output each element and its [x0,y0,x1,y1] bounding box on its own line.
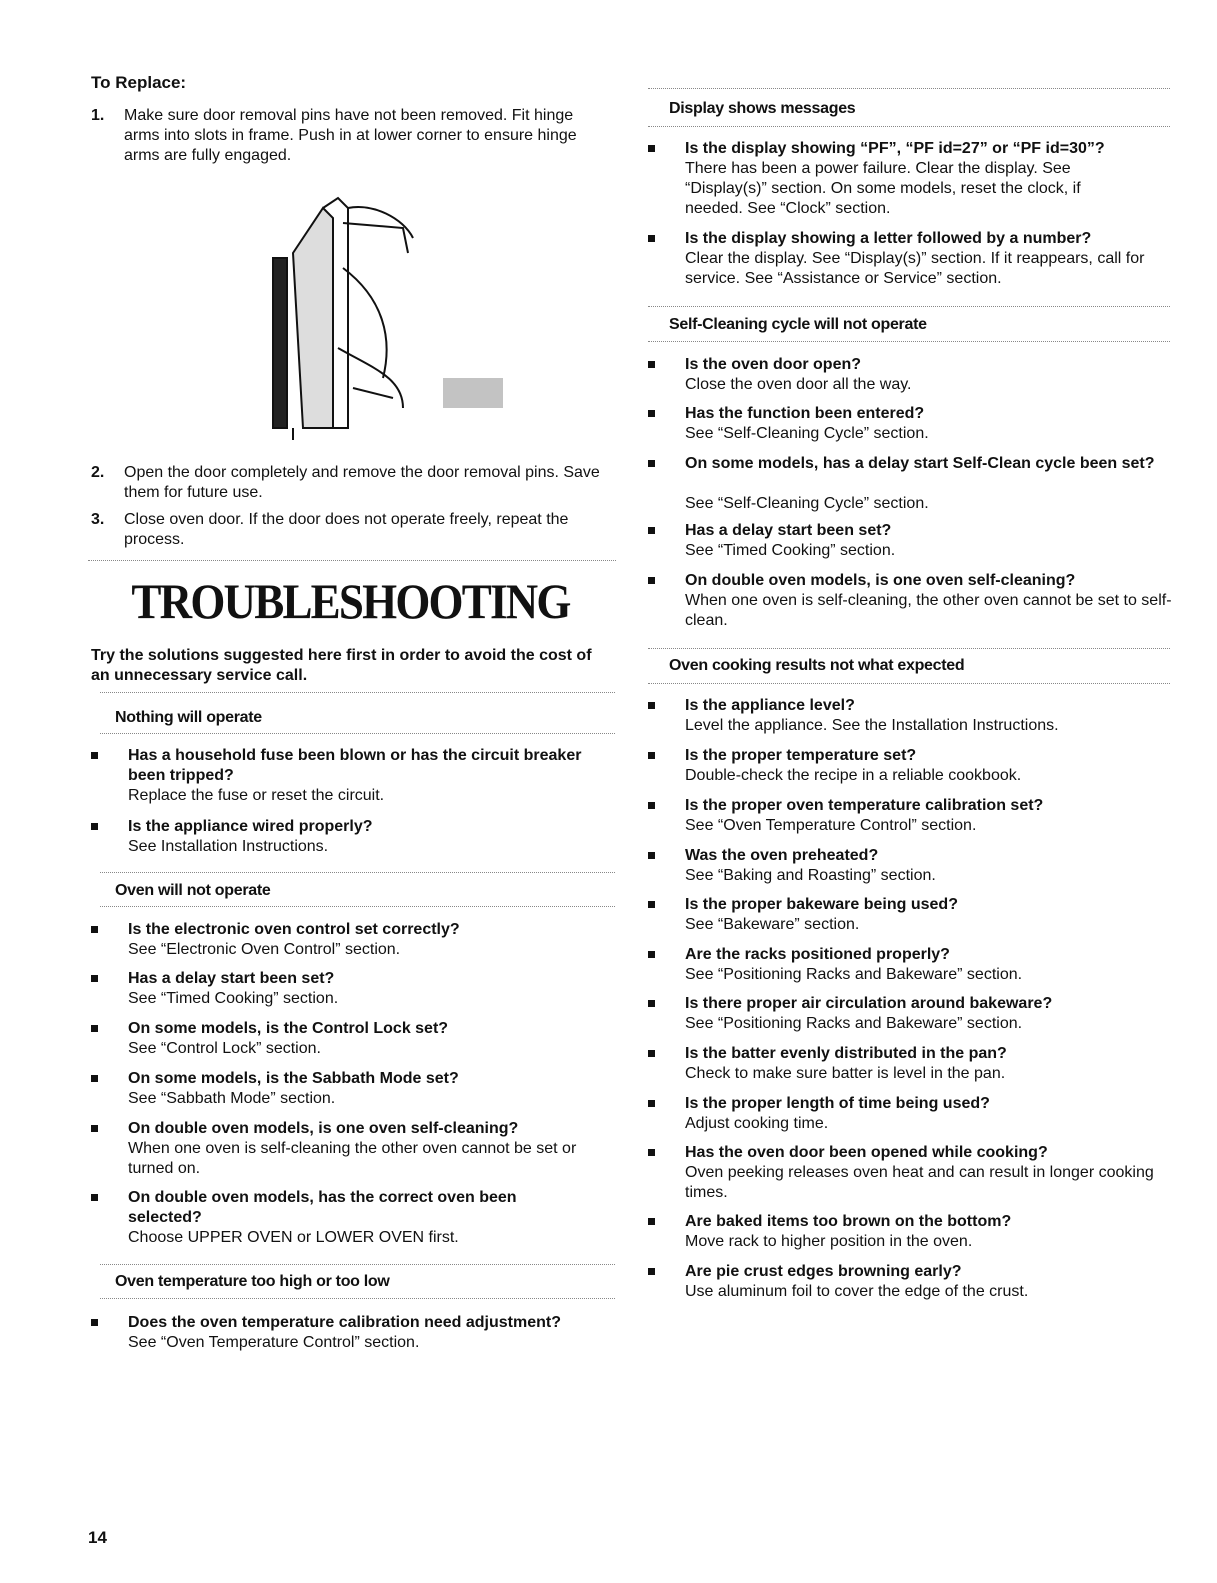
item-question: On double oven models, has the correct oven been selected? [128,1189,517,1226]
item-question: Is the proper length of time being used? [685,1095,990,1112]
bullet [648,145,655,152]
item-answer: See Installation Instructions. [128,838,329,855]
item-question: Is the batter evenly distributed in the pan? [685,1045,1007,1062]
item-question: Is the display showing a letter followed by a number? [685,230,1092,247]
troubleshoot-item [648,229,1173,289]
bullet [648,752,655,759]
bullet [648,702,655,709]
divider [88,560,616,561]
step-text: Close oven door. If the door does not operate freely, repeat the process. [124,511,569,548]
troubleshooting-title: TROUBLESHOOTING [131,573,570,629]
step-number: 2. [91,464,105,481]
item-question: Are the racks positioned properly? [685,946,950,963]
item-answer: Choose UPPER OVEN or LOWER OVEN first. [128,1229,459,1246]
divider [648,126,1170,127]
item-question: On double oven models, is one oven self-cleaning? [128,1120,519,1137]
item-answer: See “Oven Temperature Control” section. [128,1334,420,1351]
bullet [648,527,655,534]
bullet [91,1125,98,1132]
troubleshoot-item [648,945,1173,985]
item-question: Is the appliance wired properly? [128,818,373,835]
section-heading-self-cleaning: Self-Cleaning cycle will not operate [669,316,927,333]
troubleshoot-item [648,454,1173,514]
item-answer: Check to make sure batter is level in the pan. [685,1065,1006,1082]
divider [648,306,1170,307]
item-question: Is the display showing “PF”, “PF id=27” or “PF id=30”? [685,140,1105,157]
troubleshoot-item [91,1019,616,1059]
section-heading-display-messages: Display shows messages [669,100,856,117]
item-answer: See “Electronic Oven Control” section. [128,941,401,958]
oven-door-replacement-illustration [263,178,543,453]
troubleshoot-item [648,1262,1173,1302]
troubleshoot-item [648,1094,1173,1134]
item-question: Was the oven preheated? [685,847,879,864]
item-answer: See “Positioning Racks and Bakeware” section. [685,966,1023,983]
item-question: On some models, is the Sabbath Mode set? [128,1070,459,1087]
troubleshoot-item [648,796,1173,836]
troubleshoot-item [91,1119,616,1179]
step-number: 1. [91,107,105,124]
page-number: 14 [88,1528,107,1547]
item-answer: See “Timed Cooking” section. [685,542,896,559]
bullet [648,1050,655,1057]
item-question: Has the function been entered? [685,405,925,422]
troubleshoot-item [91,1188,616,1248]
item-answer: Use aluminum foil to cover the edge of the crust. [685,1283,1029,1300]
bullet [91,926,98,933]
troubleshoot-item [91,969,616,1009]
troubleshoot-item [91,1313,616,1353]
section-heading-oven-temperature: Oven temperature too high or too low [115,1273,390,1290]
item-question: Are baked items too brown on the bottom? [685,1213,1012,1230]
troubleshoot-item [648,404,1173,444]
bullet [648,1000,655,1007]
divider [648,341,1170,342]
divider [100,872,615,873]
bullet [648,460,655,467]
bullet [91,1194,98,1201]
troubleshoot-item [648,571,1173,631]
bullet [648,410,655,417]
troubleshoot-item [648,139,1173,219]
divider [648,648,1170,649]
section-heading-nothing-will-operate: Nothing will operate [115,709,262,726]
troubleshoot-item [91,1069,616,1109]
item-answer: Clear the display. See “Display(s)” section. If it reappears, call for service. See “Assistance or Service” section. [685,250,1145,287]
to-replace-heading: To Replace: [91,73,187,92]
item-answer: When one oven is self-cleaning the other oven cannot be set or turned on. [128,1140,577,1177]
troubleshoot-item [648,746,1173,786]
bullet [648,1100,655,1107]
divider [100,906,615,907]
item-question: Is the proper temperature set? [685,747,917,764]
troubleshoot-item [648,1212,1173,1252]
divider [100,1298,615,1299]
bullet [648,901,655,908]
bullet [648,577,655,584]
item-answer: When one oven is self-cleaning, the other oven cannot be set to self-clean. [685,592,1172,629]
troubleshoot-item [91,920,616,960]
divider [648,88,1170,89]
item-question: Has the oven door been opened while cooking? [685,1144,1048,1161]
bullet [648,361,655,368]
item-question: Is the proper oven temperature calibration set? [685,797,1044,814]
troubleshoot-item [648,1143,1173,1203]
item-answer: See “Timed Cooking” section. [128,990,339,1007]
item-question: Is the electronic oven control set correctly? [128,921,460,938]
divider [100,1264,615,1265]
bullet [648,802,655,809]
item-answer: Double-check the recipe in a reliable cookbook. [685,767,1022,784]
troubleshoot-item [648,355,1173,395]
troubleshoot-item [648,521,1173,561]
item-question: Has a household fuse been blown or has the circuit breaker been tripped? [128,747,582,784]
troubleshoot-item [648,1044,1173,1084]
bullet [648,1218,655,1225]
divider [100,692,615,693]
bullet [91,1025,98,1032]
step-text: Open the door completely and remove the door removal pins. Save them for future use. [124,464,600,501]
item-question: On double oven models, is one oven self-cleaning? [685,572,1076,589]
item-question: Is the appliance level? [685,697,855,714]
item-question: On some models, has a delay start Self-Clean cycle been set? [685,455,1155,472]
divider [100,733,615,734]
item-question: Does the oven temperature calibration need adjustment? [128,1314,561,1331]
step-text: Make sure door removal pins have not been removed. Fit hinge arms into slots in frame. Push in at lower corner to ensure hinge arms are fully engaged. [124,107,577,164]
item-answer: See “Self-Cleaning Cycle” section. [685,425,929,442]
step-number: 3. [91,511,105,528]
item-answer: Adjust cooking time. [685,1115,829,1132]
bullet [91,752,98,759]
item-answer: See “Control Lock” section. [128,1040,321,1057]
item-question: Has a delay start been set? [685,522,892,539]
section-heading-oven-will-not-operate: Oven will not operate [115,882,271,899]
item-question: Are pie crust edges browning early? [685,1263,962,1280]
bullet [648,951,655,958]
troubleshoot-item [91,817,616,857]
bullet [91,975,98,982]
item-question: On some models, is the Control Lock set? [128,1020,449,1037]
item-answer: Replace the fuse or reset the circuit. [128,787,385,804]
item-answer: See “Sabbath Mode” section. [128,1090,336,1107]
bullet [91,823,98,830]
troubleshoot-item [648,696,1173,736]
item-answer: Move rack to higher position in the oven. [685,1233,973,1250]
item-answer: Oven peeking releases oven heat and can result in longer cooking times. [685,1164,1154,1201]
item-answer: See “Self-Cleaning Cycle” section. [685,495,929,512]
item-answer: See “Baking and Roasting” section. [685,867,936,884]
item-answer: Close the oven door all the way. [685,376,912,393]
bullet [648,1268,655,1275]
item-question: Is the proper bakeware being used? [685,896,958,913]
section-heading-cooking-results: Oven cooking results not what expected [669,657,965,674]
item-question: Is the oven door open? [685,356,862,373]
bullet [91,1075,98,1082]
bullet [648,852,655,859]
bullet [648,235,655,242]
troubleshoot-item [91,746,616,808]
item-answer: See “Bakeware” section. [685,916,860,933]
troubleshooting-intro: Try the solutions suggested here first in order to avoid the cost of an unnecessary service call. [91,647,592,684]
troubleshoot-item [648,994,1173,1034]
bullet [648,1149,655,1156]
troubleshoot-item [648,895,1173,935]
divider [648,683,1170,684]
item-answer: See “Positioning Racks and Bakeware” section. [685,1015,1023,1032]
item-question: Has a delay start been set? [128,970,335,987]
item-question: Is there proper air circulation around bakeware? [685,995,1053,1012]
item-answer: Level the appliance. See the Installation Instructions. [685,717,1059,734]
item-answer: There has been a power failure. Clear the display. See “Display(s)” section. On some models, reset the clock, if needed. See “Clock” section. [685,160,1081,217]
troubleshoot-item [648,846,1173,886]
bullet [91,1319,98,1326]
item-answer: See “Oven Temperature Control” section. [685,817,977,834]
